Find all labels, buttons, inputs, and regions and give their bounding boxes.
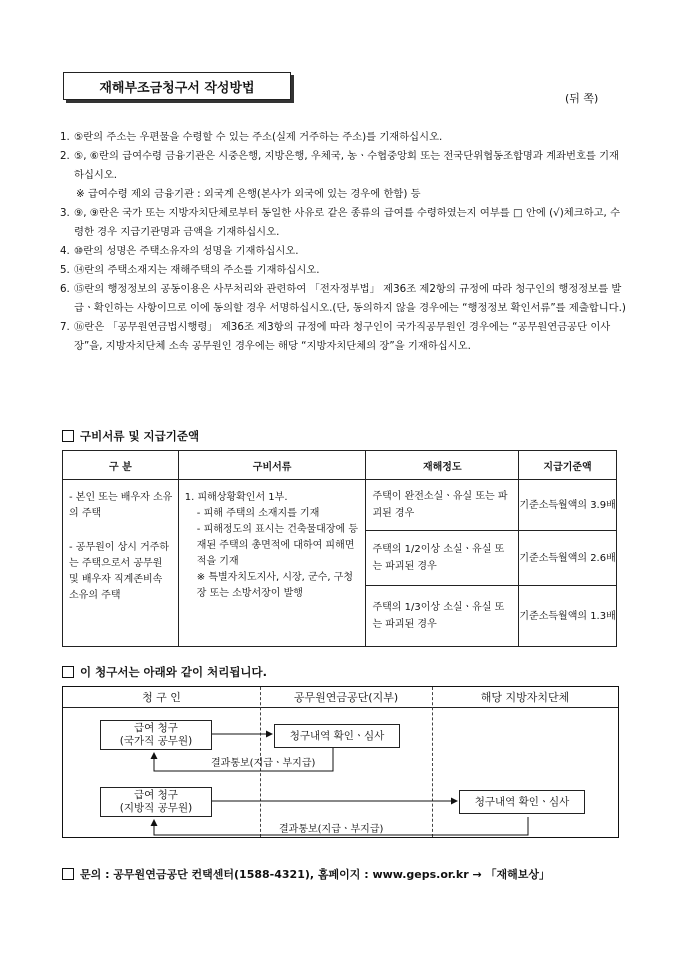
degree-cell: 주택의 1/2이상 소실ㆍ유실 또는 파괴된 경우: [366, 531, 519, 586]
national-result-label: 결과통보(지급ㆍ부지급): [211, 758, 316, 769]
instruction-number: 4.: [60, 245, 70, 257]
documents-main: 1. 피해상황확인서 1부.: [184, 492, 288, 503]
degree-cell: 주택이 완전소실ㆍ유실 또는 파괴된 경우: [366, 480, 519, 531]
local-result-label: 결과통보(지급ㆍ부지급): [279, 824, 384, 835]
national-claim-box: [100, 720, 212, 750]
form-title-text: 재해부조금청구서 작성방법: [99, 80, 255, 96]
instruction-number: 5.: [60, 264, 70, 276]
instruction-number: 3.: [60, 207, 70, 219]
instruction-number: 2.: [60, 150, 70, 162]
category-item: - 본인 또는 배우자 소유의 주택: [69, 492, 173, 519]
category-cell: [63, 480, 179, 647]
standard-cell: 기준소득월액의 1.3배: [519, 586, 617, 647]
instruction-number: 6.: [60, 283, 70, 295]
contact-text: 문의 : 공무원연금공단 컨택센터(1588-4321), 홈페이지 : www.geps.or.kr → 「재해보상」: [80, 868, 551, 881]
flow-column-header: 해당 지방자치단체: [480, 691, 570, 704]
table-header-row: [63, 451, 617, 480]
page-side-label: (뒤 쪽): [565, 92, 599, 105]
claim-label: 급여 청구: [134, 789, 178, 801]
claim-label: 급여 청구: [134, 722, 178, 734]
instruction-text: ⑩란의 성명은 주택소유자의 성명을 기재하십시오.: [74, 245, 299, 257]
instruction-text: ⑯란은 「공무원연금법시행령」 제36조 제3항의 규정에 따라 청구인이 국가직공무원인 경우에는 “공무원연금공단 이사장”을, 지방자치단체 소속 공무원인 경우에는 해당 “지방자치단체의 장”을 기재하십시오.: [74, 321, 611, 352]
column-header: 재해정도: [366, 451, 519, 480]
documents-note: ※ 특별자치도지사, 시장, 군수, 구청장 또는 소방서장이 발행: [196, 572, 353, 599]
table-row: [63, 480, 617, 531]
documents-cell: [178, 480, 366, 647]
form-title: [63, 72, 291, 100]
instruction-number: 1.: [60, 131, 70, 143]
degree-cell: 주택의 1/3이상 소실ㆍ유실 또는 파괴된 경우: [366, 586, 519, 647]
square-bullet-icon: [62, 430, 74, 442]
process-heading: [62, 664, 267, 680]
instruction-text: ⑤, ⑥란의 급여수령 금융기관은 시중은행, 지방은행, 우체국, 농ㆍ수협중앙회 또는 전국단위협동조합명과 계좌번호를 기재하십시오.: [74, 150, 620, 181]
instruction-item: [60, 242, 626, 261]
instruction-item: [60, 261, 626, 280]
instruction-item: [60, 128, 626, 147]
instruction-text: ⑮란의 행정정보의 공동이용은 사무처리와 관련하여 「전자정부법」 제36조 제2항의 규정에 따라 청구인의 행정정보를 발급ㆍ확인하는 사항이므로 이에 동의할 경우 서명하십시오.(단, 동의하지 않을 경우에는 “행정정보 확인서류”를 제출합니다.): [74, 283, 626, 314]
column-header: 구비서류: [178, 451, 366, 480]
instruction-item: [60, 204, 626, 242]
documents-sub-item: - 피해정도의 표시는 건축물대장에 등재된 주택의 총면적에 대하여 피해면적을 기재: [196, 524, 359, 567]
process-heading-text: 이 청구서는 아래와 같이 처리됩니다.: [80, 665, 268, 679]
claim-sublabel: (지방직 공무원): [119, 802, 193, 814]
flow-column-header: 공무원연금공단(지부): [293, 691, 399, 704]
category-item: - 공무원이 상시 거주하는 주택으로서 공무원 및 배우자 직계존비속 소유의 주택: [69, 542, 170, 601]
instruction-list: [60, 128, 626, 356]
instruction-item: [60, 147, 626, 185]
contact-line: [62, 866, 550, 882]
claim-sublabel: (국가직 공무원): [119, 735, 193, 747]
column-header: 지급기준액: [519, 451, 617, 480]
column-header: 구 분: [63, 451, 179, 480]
square-bullet-icon: [62, 868, 74, 880]
instruction-item: [60, 318, 626, 356]
instruction-number: 7.: [60, 321, 70, 333]
instruction-text: ※ 급여수령 제외 금융기관 : 외국계 은행(본사가 외국에 있는 경우에 한함) 등: [76, 188, 421, 200]
standard-cell: 기준소득월액의 3.9배: [519, 480, 617, 531]
local-claim-box: [100, 787, 212, 817]
instruction-item: [60, 280, 626, 318]
local-review-box: 청구내역 확인ㆍ심사: [459, 790, 585, 814]
national-review-box: 청구내역 확인ㆍ심사: [274, 724, 400, 748]
process-flow-diagram: [62, 686, 619, 838]
flow-column-header: 청 구 인: [142, 691, 181, 704]
standard-cell: 기준소득월액의 2.6배: [519, 531, 617, 586]
instruction-note: [60, 185, 626, 204]
requirements-heading: [62, 428, 199, 444]
instruction-text: ⑨, ⑨란은 국가 또는 지방자치단체로부터 동일한 사유로 같은 종류의 급여를 수령하였는지 여부를 □ 안에 (√)체크하고, 수령한 경우 지급기관명과 금액을 기재하십시오.: [74, 207, 621, 238]
requirements-heading-text: 구비서류 및 지급기준액: [80, 429, 200, 443]
requirements-table: [62, 450, 617, 647]
instruction-text: ⑭란의 주택소재지는 재해주택의 주소를 기재하십시오.: [74, 264, 320, 276]
instruction-text: ⑤란의 주소는 우편물을 수령할 수 있는 주소(실제 거주하는 주소)를 기재하십시오.: [74, 131, 443, 143]
square-bullet-icon: [62, 666, 74, 678]
documents-sub-item: - 피해 주택의 소재지를 기재: [196, 508, 320, 519]
